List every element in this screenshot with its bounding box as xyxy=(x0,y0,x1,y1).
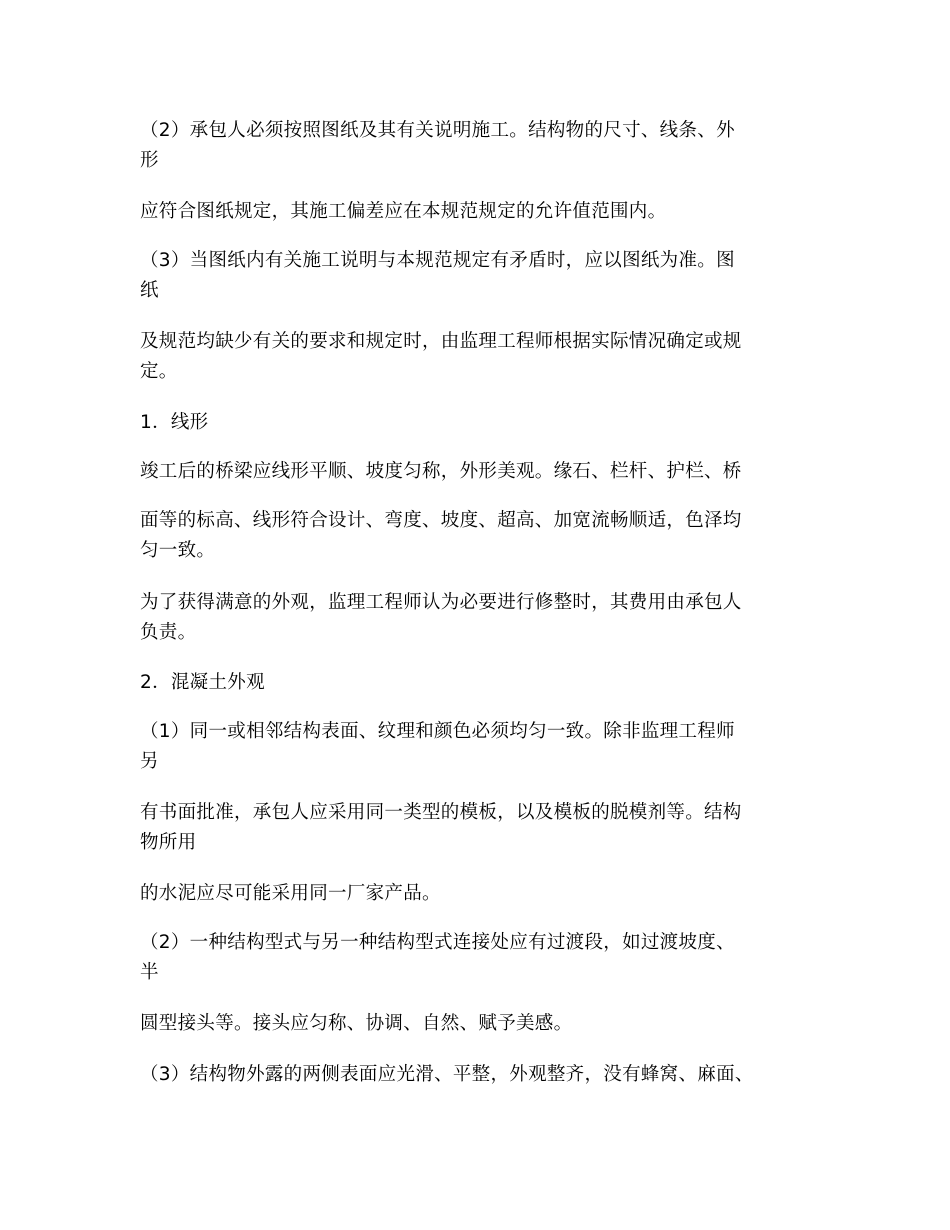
paragraph: （1）同一或相邻结构表面、纹理和颜色必须均匀一致。除非监理工程师 另 xyxy=(140,721,735,772)
paragraph: （2）承包人必须按照图纸及其有关说明施工。结构物的尺寸、线条、外 形 xyxy=(140,120,735,171)
paragraph: 面等的标高、线形符合设计、弯度、坡度、超高、加宽流畅顺适，色泽均 匀一致。 xyxy=(140,510,742,561)
paragraph: 的水泥应尽可能采用同一厂家产品。 xyxy=(140,883,441,904)
paragraph: 竣工后的桥梁应线形平顺、坡度匀称，外形美观。缘石、栏杆、护栏、桥 xyxy=(140,461,742,482)
section-heading: 1．线形 xyxy=(140,412,209,433)
paragraph: （3）当图纸内有关施工说明与本规范规定有矛盾时，应以图纸为准。图 纸 xyxy=(140,250,735,301)
paragraph: 为了获得满意的外观，监理工程师认为必要进行修整时，其费用由承包人 负责。 xyxy=(140,592,742,643)
paragraph: （2）一种结构型式与另一种结构型式连接处应有过渡段，如过渡坡度、 半 xyxy=(140,932,735,983)
paragraph: 应符合图纸规定，其施工偏差应在本规范规定的允许值范围内。 xyxy=(140,201,667,222)
paragraph: 有书面批准，承包人应采用同一类型的模板，以及模板的脱模剂等。结构 物所用 xyxy=(140,802,742,853)
paragraph: 圆型接头等。接头应匀称、协调、自然、赋予美感。 xyxy=(140,1013,573,1034)
paragraph: （3）结构物外露的两侧表面应光滑、平整，外观整齐，没有蜂窝、麻面、 xyxy=(140,1064,754,1085)
paragraph: 及规范均缺少有关的要求和规定时，由监理工程师根据实际情况确定或规 定。 xyxy=(140,331,742,382)
section-heading: 2．混凝土外观 xyxy=(140,672,265,693)
